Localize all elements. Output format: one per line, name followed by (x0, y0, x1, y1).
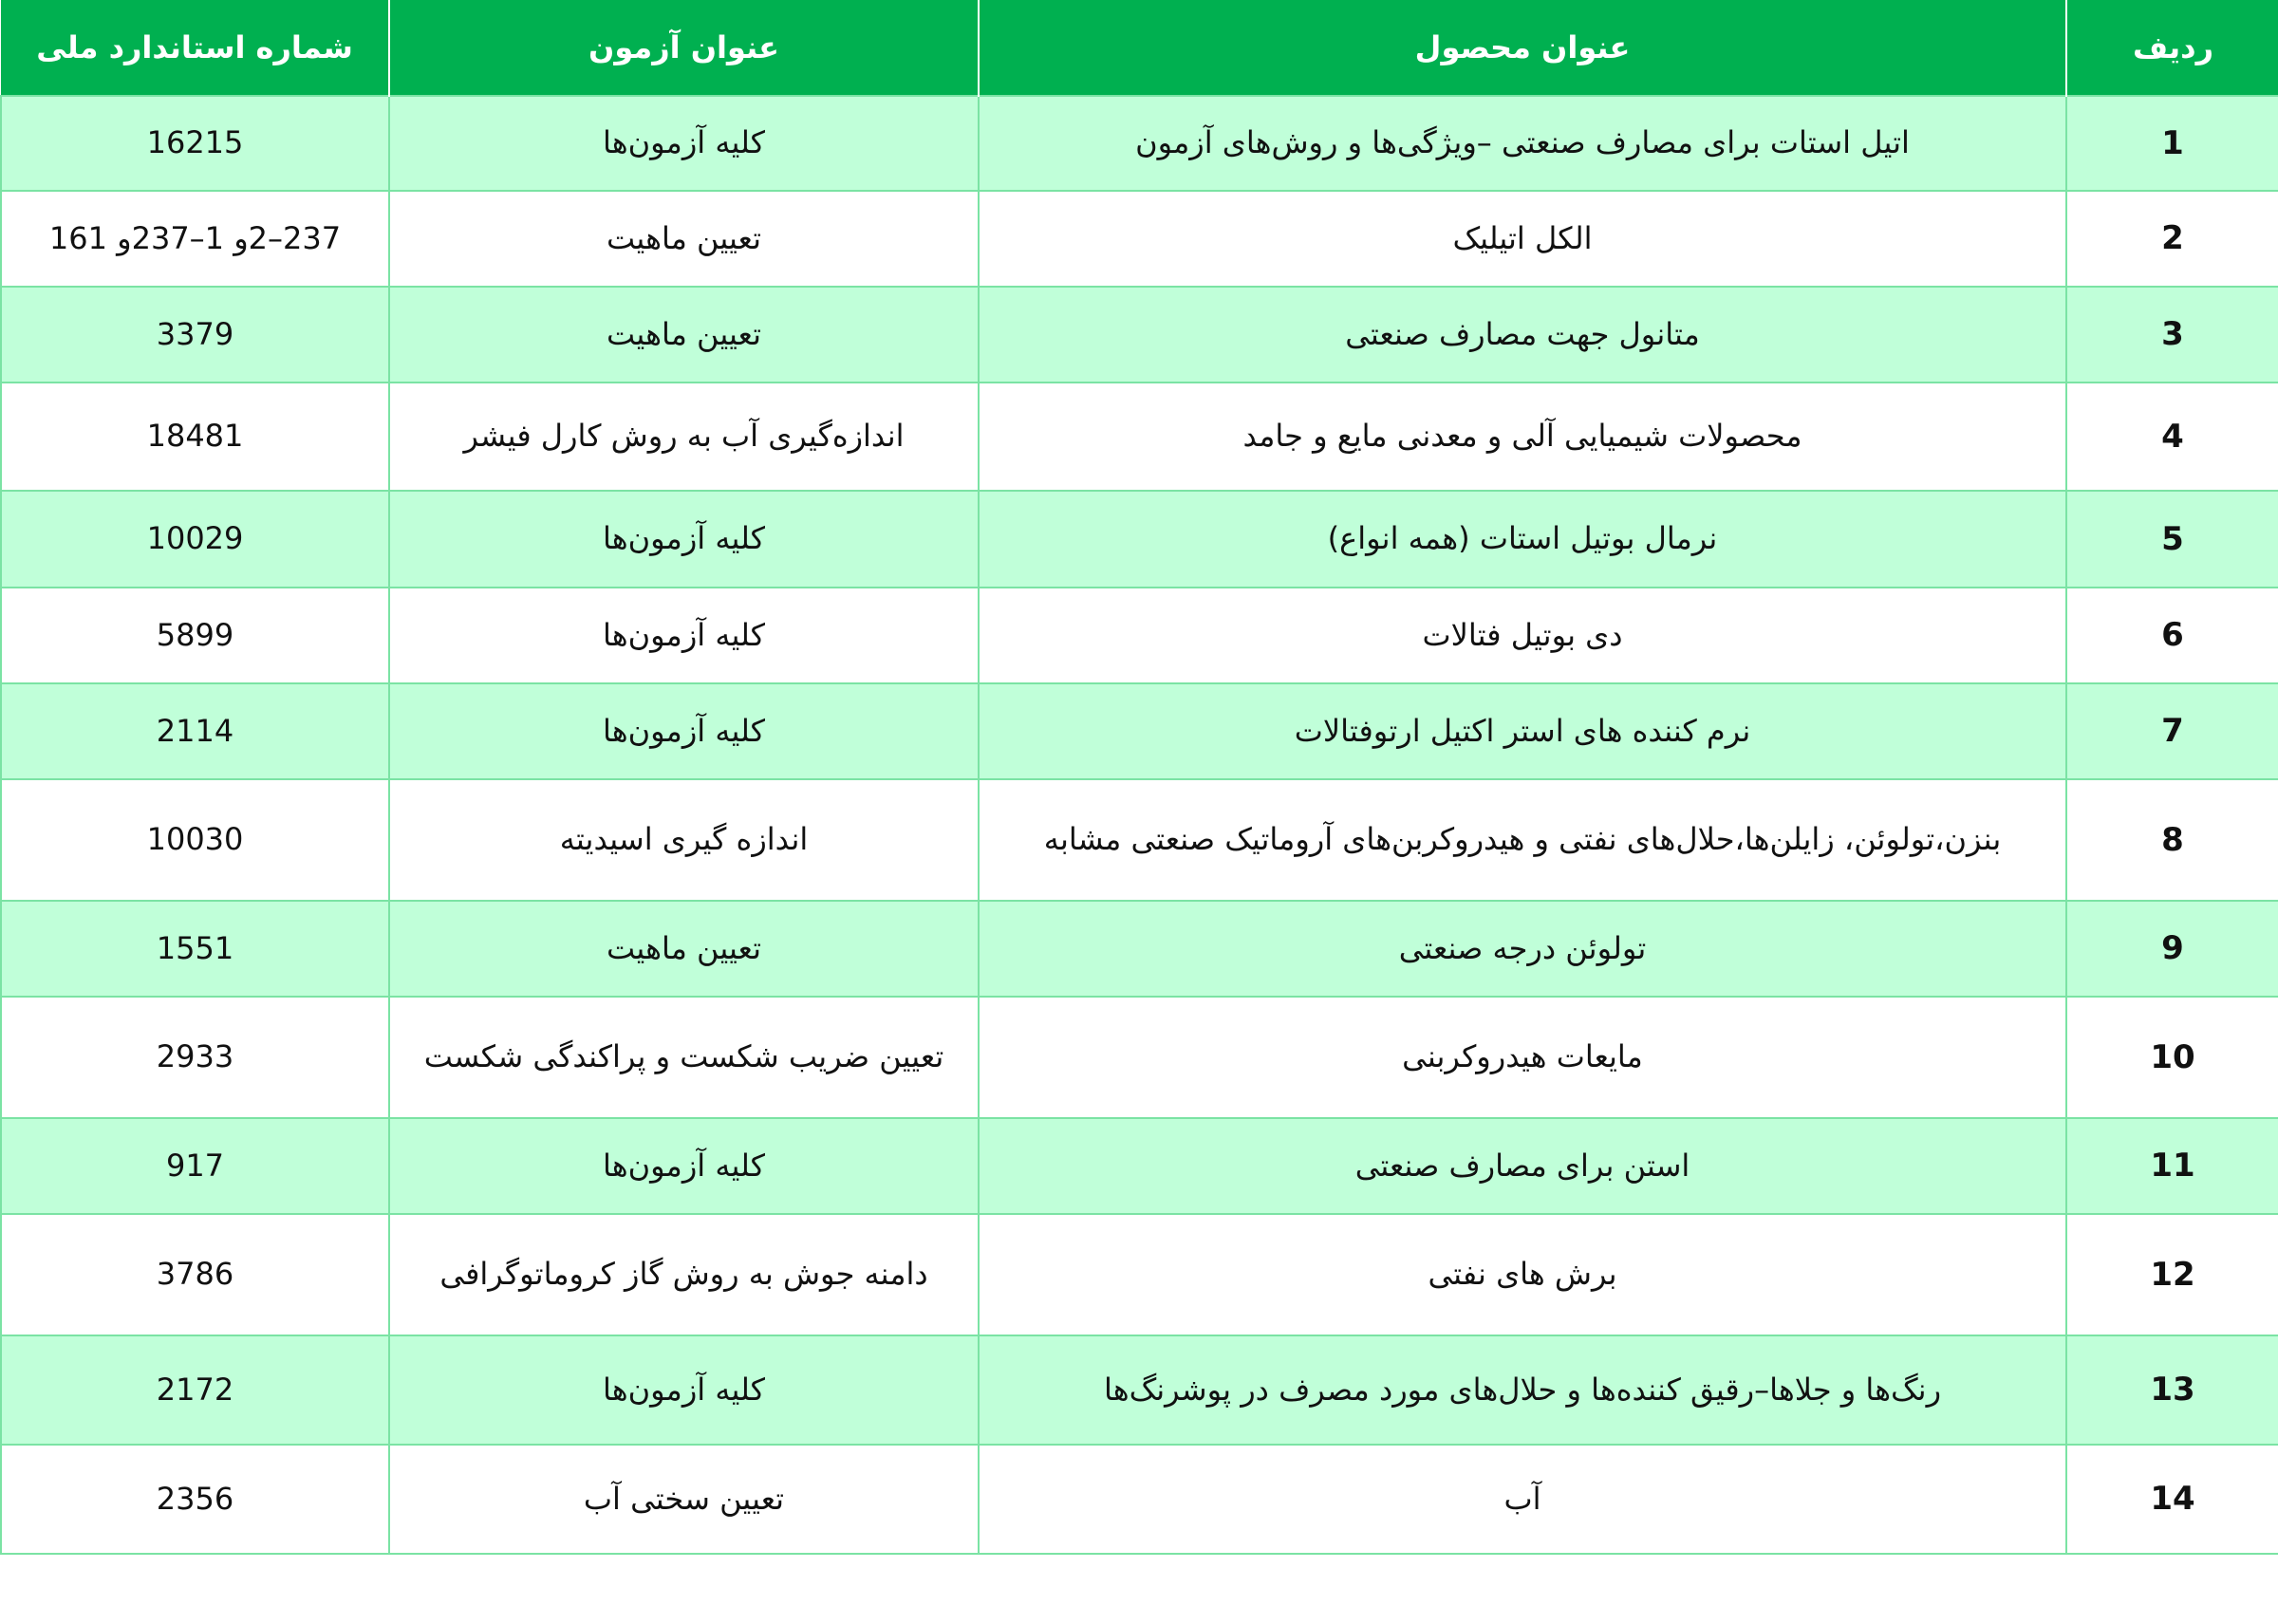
test-cell: تعیین ماهیت (389, 901, 979, 997)
row-number-cell: 11 (2066, 1118, 2278, 1214)
standard-number-cell (1, 901, 389, 997)
product-cell: رنگ‌ها و جلاها–رقیق کننده‌ها و حلال‌های مورد مصرف در پوشرنگ‌ها (979, 1335, 2066, 1445)
product-cell: آب (979, 1445, 2066, 1554)
table-row (1, 96, 2278, 191)
standard-number-cell (1, 1445, 389, 1554)
standard-number-cell (1, 997, 389, 1118)
row-number-cell: 6 (2066, 588, 2278, 683)
product-cell: نرم کننده های استر اکتیل ارتوفتالات (979, 683, 2066, 779)
test-cell: دامنه جوش به روش گاز کروماتوگرافی (389, 1214, 979, 1335)
row-number-cell: 2 (2066, 191, 2278, 287)
product-cell: بنزن،تولوئن، زایلن‌ها،حلال‌های نفتی و هیدروکربن‌های آروماتیک صنعتی مشابه (979, 779, 2066, 901)
test-cell: تعیین ضریب شکست و پراکندگی شکست (389, 997, 979, 1118)
product-cell: محصولات شیمیایی آلی و معدنی مایع و جامد (979, 383, 2066, 491)
header-row (1, 0, 2278, 96)
test-cell: اندازه گیری اسیدیته (389, 779, 979, 901)
product-cell: دی بوتیل فتالات (979, 588, 2066, 683)
test-cell: تعیین ماهیت (389, 191, 979, 287)
standard-number-text: 3786 (156, 1256, 234, 1293)
product-cell: الکل اتیلیک (979, 191, 2066, 287)
product-cell: استن برای مصارف صنعتی (979, 1118, 2066, 1214)
standard-number-text: 18481 (146, 418, 244, 455)
product-cell: مایعات هیدروکربنی (979, 997, 2066, 1118)
table-row (1, 1335, 2278, 1445)
row-number-cell: 8 (2066, 779, 2278, 901)
standard-number-text: 2172 (156, 1371, 234, 1408)
test-cell: کلیه آزمون‌ها (389, 1335, 979, 1445)
standard-number-cell (1, 491, 389, 588)
header-standard-number: شماره استاندارد ملی (1, 0, 389, 96)
row-number-cell: 4 (2066, 383, 2278, 491)
table-row (1, 683, 2278, 779)
header-row-number: ردیف (2066, 0, 2278, 96)
test-cell: اندازه‌گیری آب به روش کارل فیشر (389, 383, 979, 491)
product-cell: برش های نفتی (979, 1214, 2066, 1335)
standard-number-cell (1, 191, 389, 287)
test-cell: تعیین ماهیت (389, 287, 979, 383)
row-number-cell: 10 (2066, 997, 2278, 1118)
standard-number-cell (1, 1335, 389, 1445)
product-cell: متانول جهت مصارف صنعتی (979, 287, 2066, 383)
row-number-cell: 5 (2066, 491, 2278, 588)
standard-number-cell (1, 383, 389, 491)
test-cell: کلیه آزمون‌ها (389, 1118, 979, 1214)
test-cell: کلیه آزمون‌ها (389, 96, 979, 191)
row-number-cell: 13 (2066, 1335, 2278, 1445)
standard-number-cell (1, 1118, 389, 1214)
test-cell: تعیین سختی آب (389, 1445, 979, 1554)
standard-number-cell (1, 96, 389, 191)
table-row (1, 779, 2278, 901)
standard-number-text: 917 (165, 1147, 225, 1184)
standard-number-cell (1, 588, 389, 683)
row-number-cell: 7 (2066, 683, 2278, 779)
row-number-cell: 12 (2066, 1214, 2278, 1335)
row-number-cell: 1 (2066, 96, 2278, 191)
row-number-cell: 9 (2066, 901, 2278, 997)
row-number-cell: 3 (2066, 287, 2278, 383)
table-row (1, 997, 2278, 1118)
standard-number-text: 2933 (156, 1038, 234, 1075)
product-cell: نرمال بوتیل استات (همه انواع) (979, 491, 2066, 588)
standard-number-text: 2356 (156, 1480, 234, 1517)
table-row (1, 588, 2278, 683)
table-row (1, 1118, 2278, 1214)
standard-number-cell (1, 683, 389, 779)
standard-number-text: 10030 (146, 821, 244, 858)
standard-number-cell (1, 779, 389, 901)
standard-number-text: 10029 (146, 520, 244, 557)
standard-number-text: 3379 (156, 315, 234, 352)
standard-number-text: 5899 (156, 616, 234, 653)
standard-number-text: 237–2و 1–237و 161 (48, 219, 342, 256)
table-body (1, 96, 2278, 1554)
table-row (1, 383, 2278, 491)
standard-number-cell (1, 287, 389, 383)
table-row (1, 901, 2278, 997)
product-cell: تولوئن درجه صنعتی (979, 901, 2066, 997)
table-row (1, 191, 2278, 287)
test-cell: کلیه آزمون‌ها (389, 588, 979, 683)
header-product-title: عنوان محصول (979, 0, 2066, 96)
standard-number-text: 1551 (156, 929, 234, 966)
product-cell: اتیل استات برای مصارف صنعتی –ویژگی‌ها و روش‌های آزمون (979, 96, 2066, 191)
table-row (1, 1445, 2278, 1554)
test-cell: کلیه آزمون‌ها (389, 491, 979, 588)
table-row (1, 287, 2278, 383)
table-header (1, 0, 2278, 96)
standard-number-text: 16215 (146, 124, 244, 161)
standard-number-cell (1, 1214, 389, 1335)
standard-number-text: 2114 (156, 712, 234, 749)
header-test-title: عنوان آزمون (389, 0, 979, 96)
table-row (1, 491, 2278, 588)
row-number-cell: 14 (2066, 1445, 2278, 1554)
test-cell: کلیه آزمون‌ها (389, 683, 979, 779)
table-row (1, 1214, 2278, 1335)
